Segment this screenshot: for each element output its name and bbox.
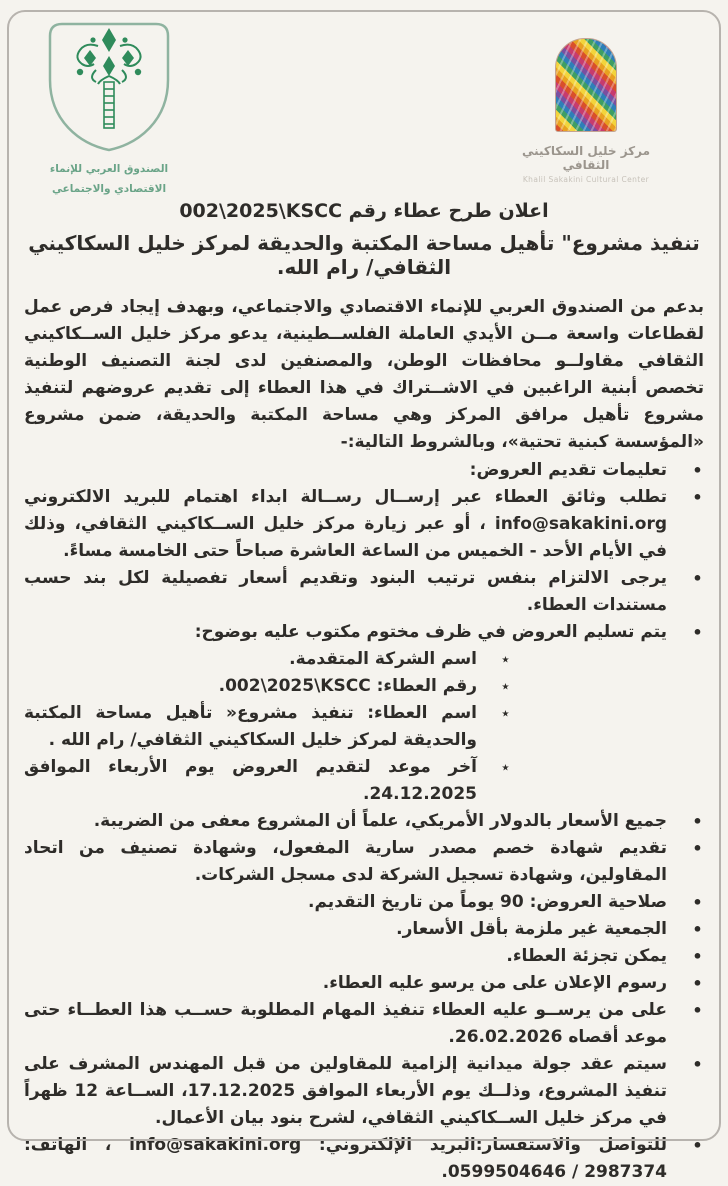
sub-list-item xyxy=(24,754,512,808)
bullet-icon: • xyxy=(692,623,703,642)
sub-list-item xyxy=(24,673,512,700)
bullet-icon: • xyxy=(692,812,703,831)
intro-paragraph: بدعم من الصندوق العربي للإنماء الاقتصادي والاجتماعي، وبهدف إيجاد فرص عمل لقطاعات واسعة مــن الأيدي العاملة الفلســطينية، يدعو مركز خليل الســكاكيني الثقافي مقاولــو محافظات الوطن، والمصنفين لدى لجنة التصنيف الوطنية تخصص أبنية الراغبين في الاشــتراك في هذا العطاء إلى تقديم عروضهم لتنفيذ مشروع تأهيل مرافق المركز وهي مساحة المكتبة والحديقة، ضمن مشروع «المؤسسة كبنية تحتية»، وبالشروط التالية:- xyxy=(24,297,704,452)
list-item-text: على من يرســو عليه العطاء تنفيذ المهام المطلوبة حســب هذا العطــاء حتى موعد أقصاه 26.02.2026. xyxy=(24,1000,667,1047)
list-item xyxy=(24,916,704,943)
bullet-icon: • xyxy=(692,1001,703,1020)
asterisk-icon: ٭ xyxy=(501,650,510,668)
tender-number: 002\2025\KSCC xyxy=(225,676,371,696)
sakakini-english-name: Khalil Sakakini Cultural Center xyxy=(522,175,650,184)
bullet-icon: • xyxy=(692,839,703,858)
sub-list-item xyxy=(24,700,512,754)
sakakini-window-icon xyxy=(555,38,617,132)
asterisk-icon: ٭ xyxy=(501,704,510,722)
tender-number: 002\2025\KSCC xyxy=(179,200,343,222)
list-item-text: يتم تسليم العروض في ظرف مختوم مكتوب عليه بوضوح: xyxy=(194,622,667,642)
bullet-icon: • xyxy=(692,488,703,507)
list-item-text: تقديم شهادة خصم مصدر سارية المفعول، وشهادة تصنيف من اتحاد المقاولين، وشهادة تسجيل الشركة لدى مسجل الشركات. xyxy=(24,838,667,885)
list-item xyxy=(24,1051,704,1132)
list-item-text: تعليمات تقديم العروض: xyxy=(469,460,667,480)
fund-name-line2: الاقتصادي والاجتماعي xyxy=(51,182,167,195)
bullet-icon: • xyxy=(692,1136,703,1155)
list-item-text: للتواصل والاستفسار:البريد الإلكتروني: info@sakakini.org ، الهاتف: 2987374 / 0599504646. xyxy=(24,1135,667,1182)
list-item-text-part: . xyxy=(218,676,226,696)
list-item xyxy=(24,484,704,565)
tender-title-line1 xyxy=(0,200,728,222)
list-item xyxy=(24,997,704,1051)
list-item xyxy=(24,889,704,916)
fund-name-line1: الصندوق العربي للإنماء xyxy=(49,163,169,175)
list-item-text: سيتم عقد جولة ميدانية إلزامية للمقاولين من قبل المهندس المشرف على تنفيذ المشروع، وذلــك يوم الأربعاء الموافق 17.12.2025، الســاعة 12 ظهراً في مركز خليل الســكاكيني الثقافي، لشرح بنود بيان الأعمال. xyxy=(24,1054,668,1128)
bullet-icon: • xyxy=(692,461,703,480)
list-item-text-part: رقم العطاء: xyxy=(370,676,477,696)
list-item-text: اسم العطاء: تنفيذ مشروع« تأهيل مساحة المكتبة والحديقة لمركز خليل السكاكيني الثقافي/ رام الله . xyxy=(24,703,477,750)
list-item xyxy=(24,457,704,484)
list-item-text: آخر موعد لتقديم العروض يوم الأربعاء الموافق 24.12.2025. xyxy=(24,757,477,804)
list-item-text: صلاحية العروض: 90 يوماً من تاريخ التقديم. xyxy=(308,892,667,912)
bullet-icon: • xyxy=(692,893,703,912)
fund-name xyxy=(34,160,184,200)
sakakini-logo xyxy=(506,38,666,184)
list-item xyxy=(24,808,704,835)
bullet-icon: • xyxy=(692,947,703,966)
list-item xyxy=(24,565,704,619)
asterisk-icon: ٭ xyxy=(501,758,510,776)
bullet-icon: • xyxy=(692,974,703,993)
list-item-text: يرجى الالتزام بنفس ترتيب البنود وتقديم أسعار تفصيلية لكل بند حسب مستندات العطاء. xyxy=(24,568,667,615)
fund-shield-tree-icon xyxy=(46,20,172,154)
sub-list-item xyxy=(24,646,512,673)
list-item-text: رسوم الإعلان على من يرسو عليه العطاء. xyxy=(322,973,667,993)
list-item xyxy=(24,970,704,997)
list-item xyxy=(24,943,704,970)
asterisk-icon: ٭ xyxy=(501,677,510,695)
list-item-text: يمكن تجزئة العطاء. xyxy=(506,946,667,966)
list-item xyxy=(24,835,704,889)
list-item xyxy=(24,619,704,646)
sakakini-arabic-name: مركز خليل السكاكيني الثقافي xyxy=(521,144,651,172)
bullet-icon: • xyxy=(692,1055,703,1074)
arab-fund-logo xyxy=(34,20,184,200)
bullet-icon: • xyxy=(692,920,703,939)
bullet-icon: • xyxy=(692,569,703,588)
list-item-text: تطلب وثائق العطاء عبر إرســال رســالة ابداء اهتمام للبريد الالكتروني info@sakakini.org ، أو عبر زيارة مركز خليل الســكاكيني الثقافي، وذلك في الأيام الأحد - الخميس من الساعة العاشرة صباحاً حتى الخامسة مساءً. xyxy=(24,487,667,561)
list-item xyxy=(24,1132,704,1186)
tender-title-text: اعلان طرح عطاء رقم xyxy=(342,200,549,222)
list-item-text: اسم الشركة المتقدمة. xyxy=(289,649,477,669)
document-header xyxy=(0,0,728,198)
conditions-list xyxy=(24,457,704,1186)
tender-title-line2: تنفيذ مشروع" تأهيل مساحة المكتبة والحديقة لمركز خليل السكاكيني الثقافي/ رام الله. xyxy=(28,231,700,279)
list-item-text: جميع الأسعار بالدولار الأمريكي، علماً أن المشروع معفى من الضريبة. xyxy=(93,811,667,831)
list-item-text xyxy=(24,673,477,700)
list-item-text: الجمعية غير ملزمة بأقل الأسعار. xyxy=(396,919,667,939)
